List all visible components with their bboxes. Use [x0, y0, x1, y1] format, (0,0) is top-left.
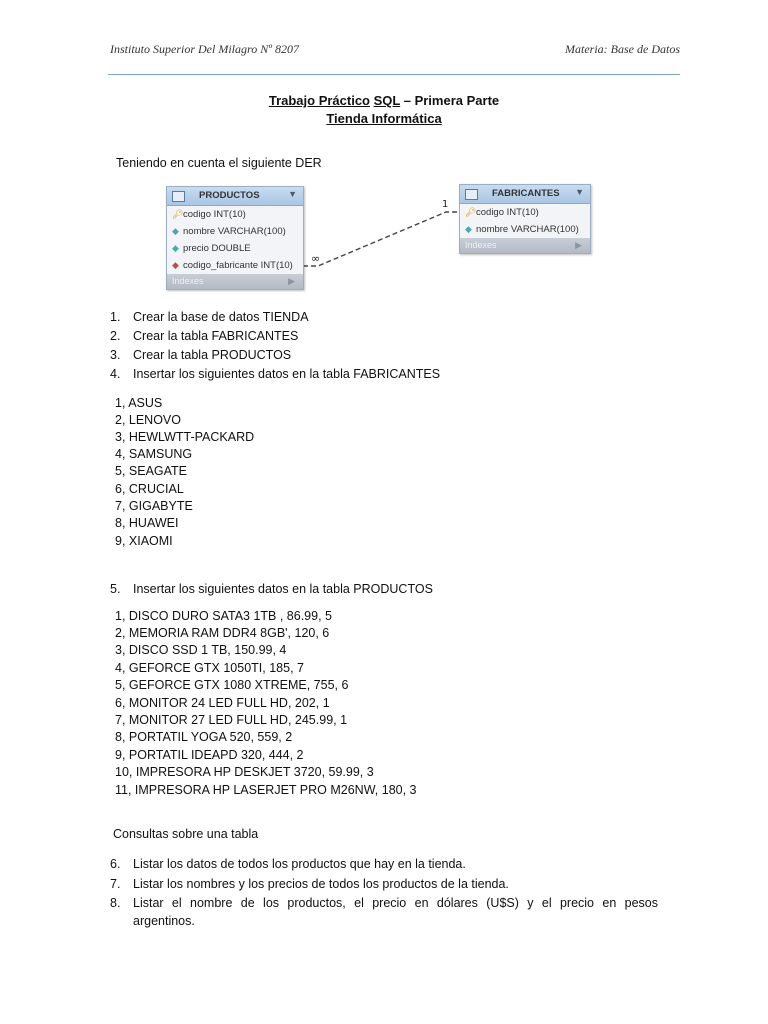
indexes-label: Indexes: [172, 276, 204, 286]
list-item: 11, IMPRESORA HP LASERJET PRO M26NW, 180, 3: [115, 783, 417, 797]
list-item: 7, MONITOR 27 LED FULL HD, 245.99, 1: [115, 713, 348, 727]
list-item: 5, GEFORCE GTX 1080 XTREME, 755, 6: [115, 678, 349, 692]
table-icon: [465, 189, 478, 200]
diamond-icon: ◆: [172, 243, 179, 253]
field-label: nombre VARCHAR(100): [476, 224, 579, 235]
title-part3: – Primera Parte: [400, 93, 500, 108]
list-item: 6, CRUCIAL: [115, 482, 184, 496]
list-item: 4, GEFORCE GTX 1050TI, 185, 7: [115, 661, 304, 675]
relationship-line: [0, 0, 768, 320]
dropdown-arrow-icon[interactable]: ▼: [288, 189, 297, 199]
rel-many-label: ∞: [311, 252, 321, 265]
list-item: 1, ASUS: [115, 396, 163, 410]
step-number: 8.: [110, 896, 121, 910]
table-fabricantes-name: FABRICANTES: [492, 188, 560, 199]
table-productos-name: PRODUCTOS: [199, 190, 260, 201]
step-number: 6.: [110, 857, 121, 871]
list-item: 2, LENOVO: [115, 413, 181, 427]
step-number: 5.: [110, 582, 121, 596]
step-text: Listar los nombres y los precios de todos los productos de la tienda.: [133, 877, 509, 891]
indexes-label: Indexes: [465, 240, 497, 250]
diamond-icon: ◆: [465, 224, 472, 234]
title-part1: Trabajo Práctico: [268, 93, 370, 108]
field-row: [460, 204, 590, 221]
intro-text: Teniendo en cuenta el siguiente DER: [116, 156, 322, 170]
step-number: 1.: [110, 310, 121, 324]
table-fabricantes-header: [460, 185, 590, 204]
list-item: 9, PORTATIL IDEAPD 320, 444, 2: [115, 748, 304, 762]
step-text: Crear la tabla FABRICANTES: [133, 329, 299, 343]
field-row: [167, 257, 303, 274]
table-fabricantes[interactable]: [459, 184, 591, 254]
key-icon: 🔑︎: [465, 207, 477, 217]
title-part2: SQL: [373, 93, 401, 108]
diamond-icon: ◆: [172, 226, 179, 236]
dropdown-arrow-icon[interactable]: ▼: [575, 187, 584, 197]
rel-one-label: 1: [442, 199, 449, 210]
list-item: 7, GIGABYTE: [115, 499, 193, 513]
list-item: 6, MONITOR 24 LED FULL HD, 202, 1: [115, 696, 330, 710]
list-item: 3, HEWLWTT-PACKARD: [115, 430, 255, 444]
key-icon: 🔑︎: [172, 209, 184, 219]
indexes-bar[interactable]: [460, 238, 590, 253]
list-item: 3, DISCO SSD 1 TB, 150.99, 4: [115, 643, 287, 657]
play-arrow-icon: ▶: [575, 240, 582, 250]
list-item: 2, MEMORIA RAM DDR4 8GB', 120, 6: [115, 626, 330, 640]
play-arrow-icon: ▶: [288, 276, 295, 286]
step-number: 3.: [110, 348, 121, 362]
indexes-bar[interactable]: [167, 274, 303, 289]
step-text: Listar los datos de todos los productos que hay en la tienda.: [133, 857, 466, 871]
table-icon: [172, 191, 185, 202]
step-text: Crear la base de datos TIENDA: [133, 310, 309, 324]
header-institute: Instituto Superior Del Milagro Nº 8207: [110, 42, 299, 56]
step-number: 4.: [110, 367, 121, 381]
step-number: 7.: [110, 877, 121, 891]
step-text: Crear la tabla PRODUCTOS: [133, 348, 292, 362]
document-subtitle: Tienda Informática: [326, 111, 442, 126]
field-label: codigo INT(10): [476, 207, 539, 218]
field-label: precio DOUBLE: [183, 243, 251, 254]
field-label: codigo_fabricante INT(10): [183, 260, 293, 271]
field-row: [167, 240, 303, 257]
step-text: Insertar los siguientes datos en la tabla PRODUCTOS: [133, 582, 433, 596]
list-item: 4, SAMSUNG: [115, 447, 193, 461]
header-subject: Materia: Base de Datos: [565, 42, 680, 56]
list-item: 10, IMPRESORA HP DESKJET 3720, 59.99, 3: [115, 765, 374, 779]
red-diamond-icon: ◆: [172, 260, 179, 270]
field-row: [167, 223, 303, 240]
list-item: 9, XIAOMI: [115, 534, 173, 548]
list-item: 8, HUAWEI: [115, 516, 179, 530]
section-title: Consultas sobre una tabla: [113, 827, 259, 841]
field-label: nombre VARCHAR(100): [183, 226, 286, 237]
table-productos-header: [167, 187, 303, 206]
list-item: 5, SEAGATE: [115, 464, 188, 478]
step-text: Insertar los siguientes datos en la tabla FABRICANTES: [133, 367, 441, 381]
list-item: 1, DISCO DURO SATA3 1TB , 86.99, 5: [115, 609, 332, 623]
step-text-continuation: argentinos.: [133, 914, 195, 928]
field-row: [167, 206, 303, 223]
field-row: [460, 221, 590, 238]
step-text: Listar el nombre de los productos, el precio en dólares (U$S) y el precio en pesos: [133, 896, 658, 910]
table-productos[interactable]: [166, 186, 304, 290]
list-item: 8, PORTATIL YOGA 520, 559, 2: [115, 730, 293, 744]
step-number: 2.: [110, 329, 121, 343]
field-label: codigo INT(10): [183, 209, 246, 220]
